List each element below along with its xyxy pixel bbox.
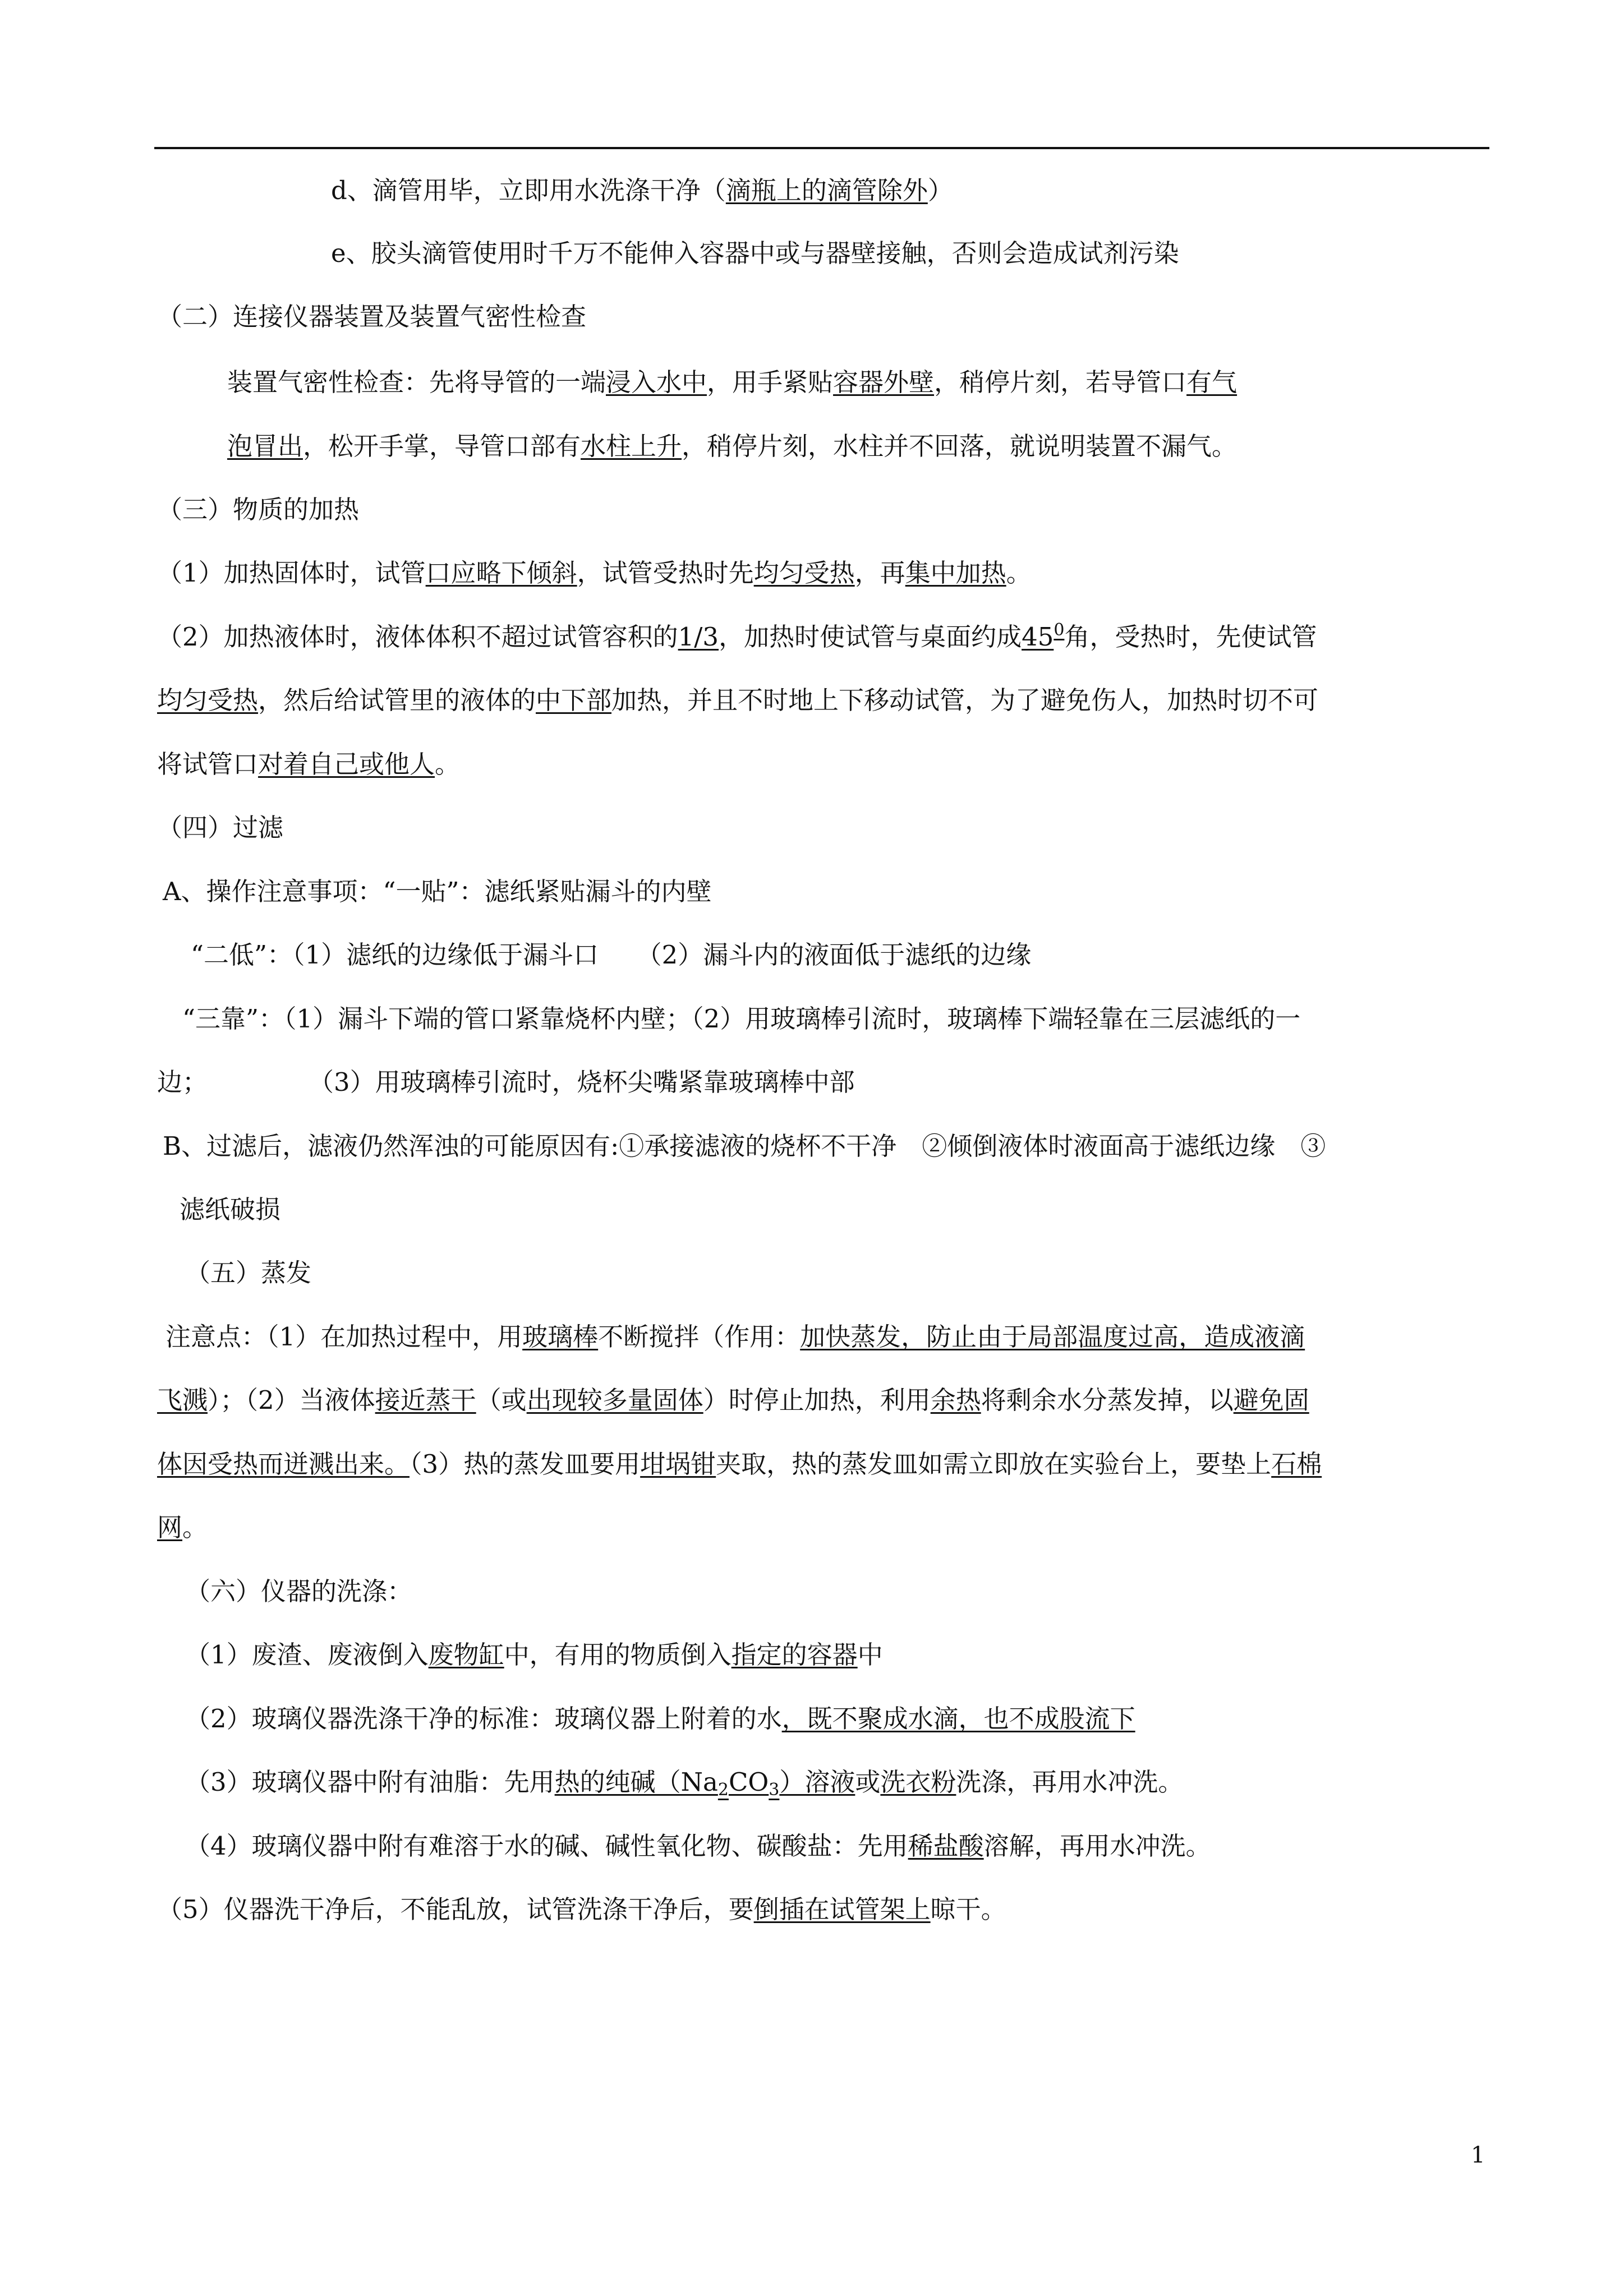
underlined-text: 加快蒸发，防止由于局部温度过高，造成液滴 (800, 1322, 1305, 1352)
text-segment: ，用手紧贴 (707, 367, 834, 397)
text-segment: （3）玻璃仪器中附有油脂：先用 (185, 1767, 555, 1797)
page-number: 1 (1471, 2142, 1485, 2168)
text-segment: （1）废渣、废液倒入 (185, 1640, 429, 1670)
text-line (185, 1638, 883, 1672)
text-line (191, 938, 1031, 972)
superscript: 0 (1053, 620, 1065, 640)
text-segment: A、操作注意事项：“一贴”：滤纸紧贴漏斗的内壁 (163, 877, 712, 906)
text-line (185, 1575, 412, 1608)
text-line (157, 1447, 1322, 1481)
underlined-text: 口应略下倾斜 (425, 558, 577, 588)
text-segment: （3）热的蒸发皿要用 (410, 1449, 641, 1479)
text-line (331, 237, 1179, 270)
text-segment: ，再 (854, 558, 905, 588)
text-segment: 。 (182, 1513, 208, 1542)
text-segment: B、过滤后，滤液仍然浑浊的可能原因有:①承接滤液的烧杯不干净 ②倾倒液体时液面高于滤纸边缘 ③ (163, 1131, 1326, 1161)
text-segment: 边； （3）用玻璃棒引流时，烧杯尖嘴紧靠玻璃棒中部 (157, 1067, 855, 1097)
text-segment: 中 (857, 1640, 883, 1670)
underlined-text: ，既不聚成水滴，也不成股流下 (781, 1704, 1135, 1733)
underlined-text: 接近蒸干 (375, 1385, 476, 1415)
underlined-text: 洗衣粉 (880, 1767, 956, 1797)
text-segment: ，稍停片刻，若导管口 (934, 367, 1187, 397)
text-segment: ，然后给试管里的液体的 (258, 685, 536, 715)
underlined-text: 余热 (930, 1385, 981, 1415)
underlined-text: 石棉 (1271, 1449, 1322, 1479)
text-segment: 加热，并且不时地上下移动试管，为了避免伤人，加热时切不可 (611, 685, 1319, 715)
underlined-text: 有气 (1186, 367, 1237, 397)
underlined-text: 避免固 (1233, 1385, 1309, 1415)
subscript: 2 (717, 1780, 729, 1800)
underlined-text: 出现较多量固体 (526, 1385, 703, 1415)
text-segment: “三靠”：（1）漏斗下端的管口紧靠烧杯内壁；（2）用玻璃棒引流时，玻璃棒下端轻靠在三层滤纸的一 (182, 1004, 1301, 1034)
text-segment: （二）连接仪器装置及装置气密性检查 (157, 302, 587, 331)
underlined-text: 体因受热而迸溅出来。 (157, 1449, 410, 1479)
text-line (157, 620, 1317, 654)
text-line (157, 1384, 1309, 1417)
text-segment: （5）仪器洗干净后，不能乱放，试管洗涤干净后，要 (157, 1894, 754, 1924)
text-line (157, 1066, 855, 1099)
underlined-text: 玻璃棒 (522, 1322, 599, 1352)
text-line (185, 1829, 1211, 1863)
text-segment: （四）过滤 (157, 813, 284, 842)
underlined-text: 坩埚钳 (640, 1449, 716, 1479)
text-line (157, 811, 283, 845)
text-segment: ） (927, 176, 953, 205)
underlined-text: 中下部 (536, 685, 612, 715)
text-line (227, 366, 1237, 399)
underlined-text: 稀盐酸 (908, 1831, 984, 1861)
text-line (157, 748, 460, 781)
text-segment: ，试管受热时先 (577, 558, 754, 588)
text-line (157, 556, 1032, 590)
text-line (185, 1256, 311, 1290)
underlined-text: 集中加热 (905, 558, 1006, 588)
text-line (163, 1129, 1326, 1163)
underlined-text: 指定的容器 (731, 1640, 858, 1670)
text-segment: ）；（2）当液体 (208, 1385, 375, 1415)
underlined-text: 飞溅 (157, 1385, 208, 1415)
text-segment: 不断搅拌（作用： (598, 1322, 801, 1352)
underlined-text: 容器外壁 (833, 367, 935, 397)
underlined-text: 45 (1022, 622, 1054, 652)
text-line (180, 1193, 280, 1227)
text-segment: 角，受热时，先使试管 (1064, 622, 1317, 652)
text-segment: ，加热时使试管与桌面约成 (719, 622, 1022, 652)
text-segment: （五）蒸发 (185, 1258, 312, 1288)
text-segment: （2）玻璃仪器洗涤干净的标准：玻璃仪器上附着的水 (185, 1704, 782, 1733)
text-segment: 。 (435, 749, 461, 779)
underlined-text: CO (728, 1767, 769, 1797)
text-segment: ，松开手掌，导管口部有 (303, 431, 581, 461)
text-line (331, 174, 953, 208)
text-line (185, 1702, 1135, 1736)
text-segment: 将剩余水分蒸发掉，以 (981, 1385, 1234, 1415)
text-segment: （三）物质的加热 (157, 495, 360, 524)
text-segment: 注意点：（1）在加热过程中，用 (165, 1322, 523, 1352)
text-segment: （2）加热液体时，液体体积不超过试管容积的 (157, 622, 678, 652)
underlined-text: 水柱上升 (581, 431, 682, 461)
underlined-text: 1/3 (678, 622, 719, 652)
underlined-text: 热的纯碱（Na (554, 1767, 718, 1797)
text-segment: （1）加热固体时，试管 (157, 558, 426, 588)
underlined-text: 滴瓶上的滴管除外 (725, 176, 928, 205)
text-line (157, 684, 1318, 717)
text-line (157, 1511, 208, 1545)
text-line (227, 430, 1237, 463)
text-line (163, 875, 712, 909)
text-segment: d、滴管用毕，立即用水洗涤干净（ (331, 176, 726, 205)
underlined-text: 均匀受热 (753, 558, 855, 588)
underlined-text: ）溶液 (779, 1767, 855, 1797)
underlined-text: 对着自己或他人 (258, 749, 435, 779)
text-segment: e、胶头滴管使用时千万不能伸入容器中或与器壁接触，否则会造成试剂污染 (331, 238, 1179, 268)
header-rule (154, 147, 1489, 149)
underlined-text: 废物缸 (428, 1640, 504, 1670)
text-segment: 洗涤，再用水冲洗。 (956, 1767, 1184, 1797)
text-line (157, 300, 586, 334)
text-line (185, 1765, 1183, 1799)
underlined-text: 泡冒出 (227, 431, 303, 461)
text-line (182, 1002, 1300, 1036)
text-segment: （或 (476, 1385, 527, 1415)
text-segment: 中，有用的物质倒入 (504, 1640, 732, 1670)
text-line (165, 1320, 1305, 1354)
text-segment: 装置气密性检查：先将导管的一端 (227, 367, 606, 397)
text-line (157, 1893, 1006, 1926)
text-segment: 将试管口 (157, 749, 259, 779)
text-segment: 晾干。 (930, 1894, 1006, 1924)
underlined-text: 倒插在试管架上 (753, 1894, 931, 1924)
text-segment: ，稍停片刻，水柱并不回落，就说明装置不漏气。 (682, 431, 1237, 461)
underlined-text: 均匀受热 (157, 685, 259, 715)
text-segment: “二低”：（1）滤纸的边缘低于漏斗口 （2）漏斗内的液面低于滤纸的边缘 (191, 940, 1032, 970)
underlined-text: 浸入水中 (606, 367, 707, 397)
text-segment: 滤纸破损 (180, 1195, 281, 1224)
text-segment: 夹取，热的蒸发皿如需立即放在实验台上，要垫上 (716, 1449, 1272, 1479)
underlined-text: 网 (157, 1513, 183, 1542)
text-line (157, 493, 359, 527)
text-segment: （六）仪器的洗涤： (185, 1576, 413, 1606)
text-segment: （4）玻璃仪器中附有难溶于水的碱、碱性氧化物、碳酸盐：先用 (185, 1831, 908, 1861)
subscript: 3 (769, 1780, 780, 1800)
text-segment: 溶解，再用水冲洗。 (983, 1831, 1211, 1861)
text-segment: 或 (855, 1767, 881, 1797)
text-segment: ）时停止加热，利用 (703, 1385, 931, 1415)
text-segment: 。 (1006, 558, 1032, 588)
